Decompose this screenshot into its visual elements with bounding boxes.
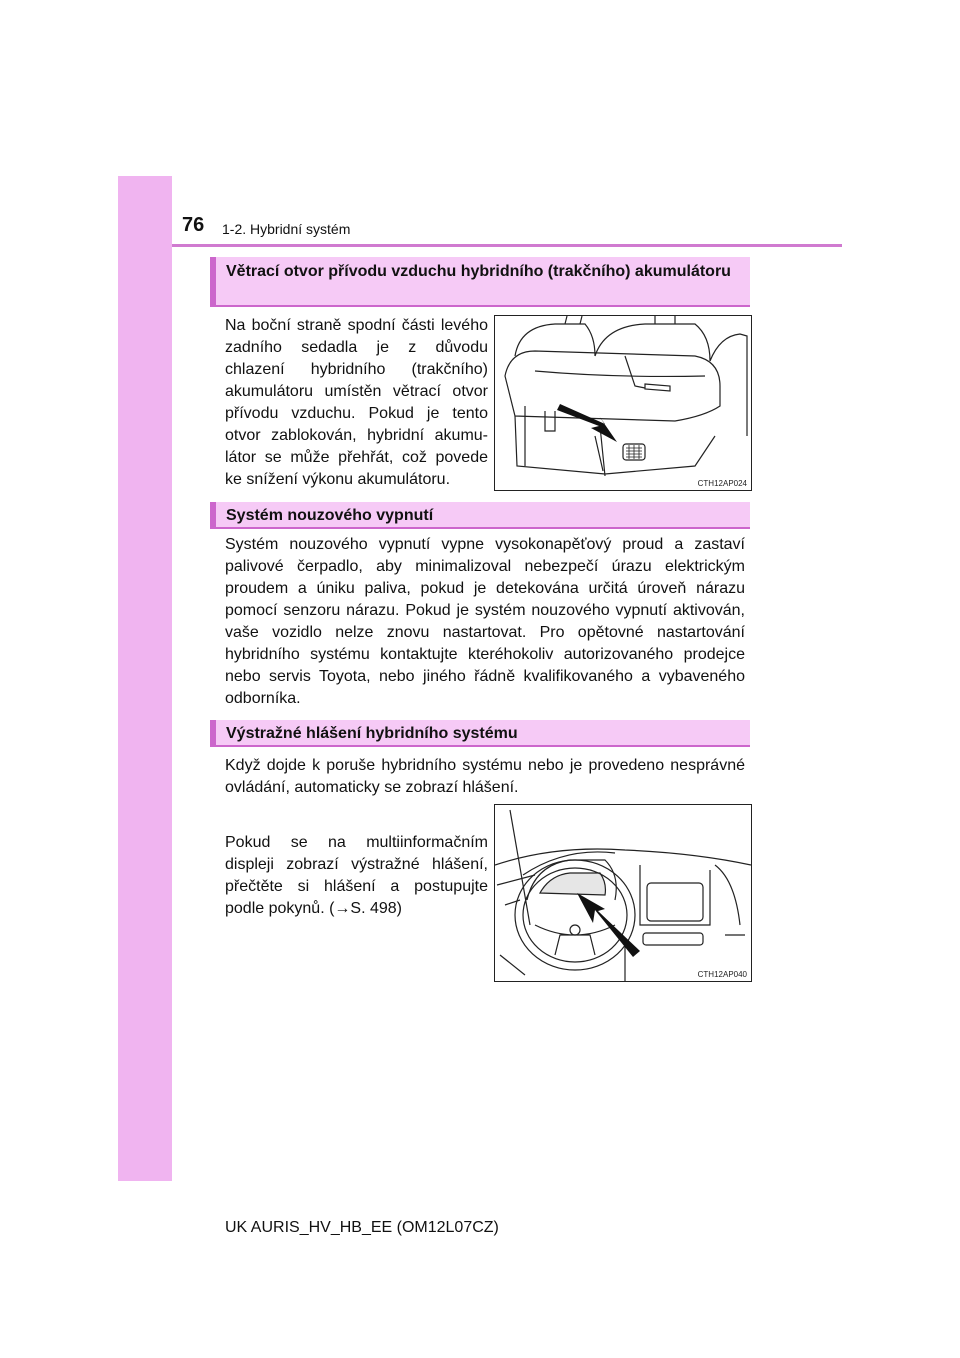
paragraph-air-vent: Na boční straně spodní části levého zadního sedadla je z důvodu chlazení hybridního (trakčního) akumulátoru umístěn větrací otvor přívodu vzduchu. Pokud je tento otvor zablokován, hybridní akumulátor se může přehřát, což povede ke snížení výkonu akumulátoru. <box>225 317 488 488</box>
dashboard-drawing <box>495 805 751 981</box>
section-title: 1-2. Hybridní systém <box>222 221 351 237</box>
figure-code: CTH12AP024 <box>697 479 747 488</box>
figure-code: CTH12AP040 <box>697 970 747 979</box>
page-number: 76 <box>182 214 205 236</box>
heading-emergency-shutoff: Systém nouzového vypnutí <box>210 502 750 529</box>
rear-seat-vent-illustration <box>494 315 752 491</box>
footer-doc-id: UK AURIS_HV_HB_EE (OM12L07CZ) <box>225 1219 499 1236</box>
dashboard-display-illustration <box>494 804 752 982</box>
paragraph-warning-message-2: Pokud se na multiinformačním displeji zobrazí výstražné hlášení, přečtěte si hlášení a postupujte podle pokynů. (→S. 498) <box>225 834 488 917</box>
heading-warning-message: Výstražné hlášení hybridního systému <box>210 720 750 747</box>
heading-air-vent: Větrací otvor přívodu vzduchu hybridního (trakčního) akumulátoru <box>210 257 750 307</box>
paragraph-emergency-shutoff: Systém nouzového vypnutí vypne vysokonapěťový proud a zastaví palivové čerpadlo, aby minimalizoval nebezpečí úrazu elektrickým proudem a úniku paliva, pokud je detekována určitá úroveň nárazu pomocí senzoru nárazu. Pokud je systém nouzového vypnutí aktivován, vaše vozidlo nelze znovu nastartovat. Pro opětovné nastartování hybridního systému kontaktujte kteréhokoliv autorizovaného prodejce nebo servis Toyota, nebo jiného řádně kvalifikovaného a vybaveného odborníka. <box>225 536 745 707</box>
rear-seat-drawing <box>495 316 751 490</box>
chapter-sidebar-tab <box>118 176 172 1181</box>
header-divider <box>172 244 842 247</box>
paragraph-warning-message-1: Když dojde k poruše hybridního systému nebo je provedeno nesprávné ovládání, automaticky se zobrazí hlášení. <box>225 757 745 796</box>
